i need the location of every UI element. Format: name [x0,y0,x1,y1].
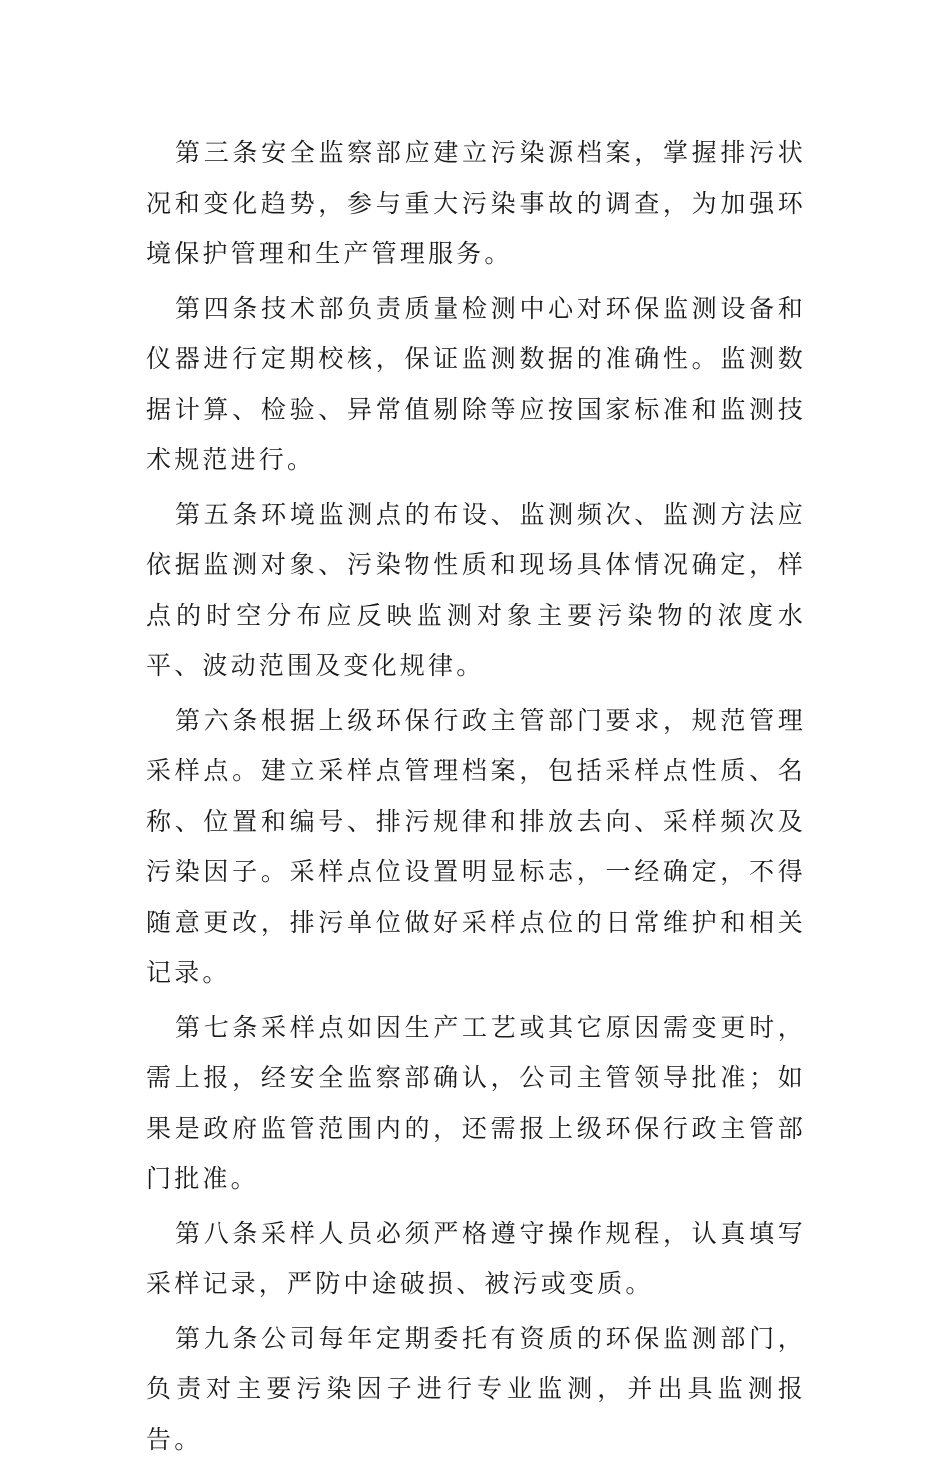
article-4: 第四条技术部负责质量检测中心对环保监测设备和仪器进行定期校核，保证监测数据的准确性。监测数据计算、检验、异常值剔除等应按国家标准和监测技术规范进行。 [146,293,806,474]
document-body [146,128,806,1469]
article-7: 第七条采样点如因生产工艺或其它原因需变更时，需上报，经安全监察部确认，公司主管领导批准；如果是政府监管范围内的，还需报上级环保行政主管部门批准。 [146,1012,806,1193]
article-6: 第六条根据上级环保行政主管部门要求，规范管理采样点。建立采样点管理档案，包括采样点性质、名称、位置和编号、排污规律和排放去向、采样频次及污染因子。采样点位设置明显标志，一经确定，不得随意更改，排污单位做好采样点位的日常维护和相关记录。 [146,705,806,987]
article-8: 第八条采样人员必须严格遵守操作规程，认真填写采样记录，严防中途破损、被污或变质。 [146,1218,806,1298]
article-3: 第三条安全监察部应建立污染源档案，掌握排污状况和变化趋势，参与重大污染事故的调查，为加强环境保护管理和生产管理服务。 [146,138,806,268]
article-5: 第五条环境监测点的布设、监测频次、监测方法应依据监测对象、污染物性质和现场具体情况确定，样点的时空分布应反映监测对象主要污染物的浓度水平、波动范围及变化规律。 [146,499,806,680]
article-9: 第九条公司每年定期委托有资质的环保监测部门，负责对主要污染因子进行专业监测，并出具监测报告。 [146,1323,806,1454]
